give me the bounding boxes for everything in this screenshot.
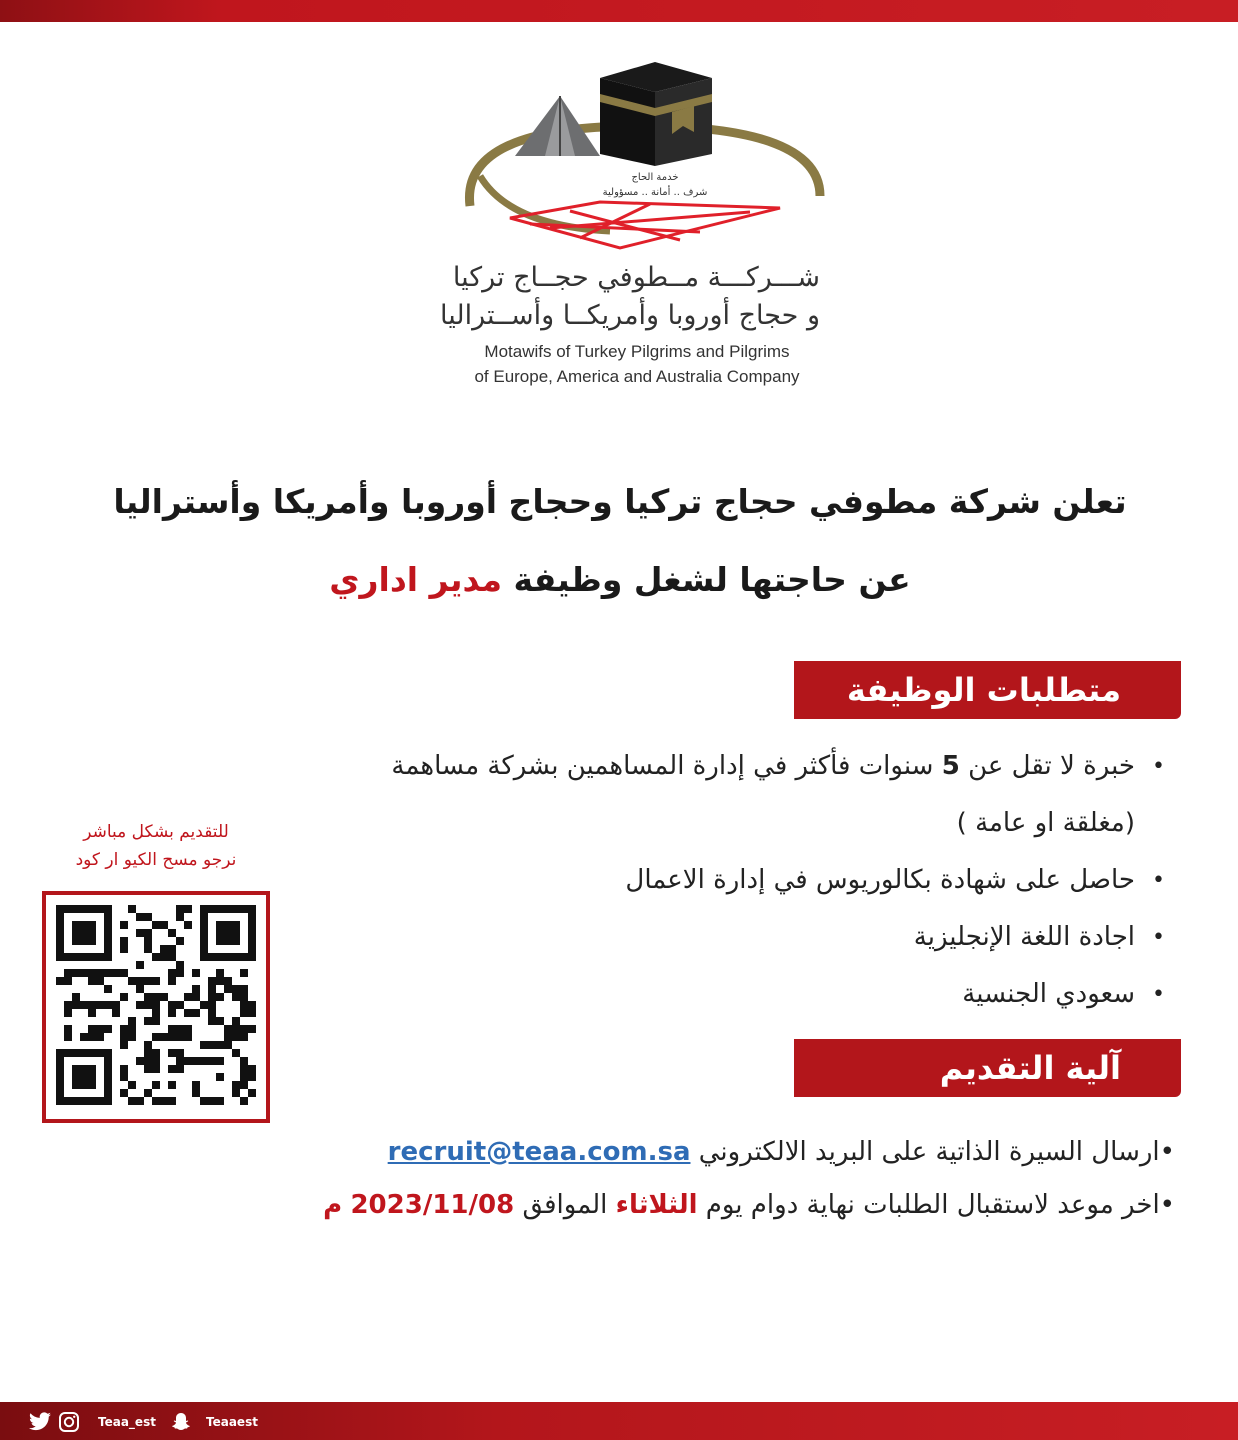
footer-bar: [0, 1402, 1238, 1440]
bullet-icon: •: [1152, 754, 1165, 779]
twitter-instagram-handle: Teaa_est: [98, 1415, 156, 1429]
req-text-after: سنوات فأكثر في إدارة المساهمين بشركة مساهمة: [391, 751, 934, 781]
snapchat-handle: Teaaest: [206, 1415, 258, 1429]
company-name-ar-line1: شـــركـــة مــطوفي حجــاج تركيا: [452, 262, 820, 293]
qr-caption-line1: للتقديم بشكل مباشر: [83, 822, 229, 842]
req-text: سعودي الجنسية: [962, 979, 1135, 1009]
qr-code[interactable]: [42, 891, 270, 1123]
deadline-date-suffix: م: [323, 1190, 343, 1220]
company-name-en-line1: Motawifs of Turkey Pilgrims and Pilgrims: [484, 342, 790, 361]
top-brand-bar: [0, 0, 1238, 22]
footer-snapchat[interactable]: [170, 1411, 258, 1433]
qr-caption-line2: نرجو مسح الكيو ار كود: [75, 850, 237, 870]
subheadline-prefix: عن حاجتها لشغل وظيفة: [513, 560, 911, 599]
instagram-icon[interactable]: [58, 1411, 80, 1433]
bullet-icon: •: [1152, 868, 1165, 893]
deadline-mid: الموافق: [522, 1190, 608, 1220]
apply-email-line: [140, 1137, 1175, 1167]
deadline-day: الثلاثاء: [615, 1190, 698, 1220]
req-text: حاصل على شهادة بكالوريوس في إدارة الاعمال: [625, 865, 1135, 895]
kaaba-icon: [600, 62, 712, 166]
twitter-icon[interactable]: [28, 1412, 52, 1432]
requirements-banner: متطلبات الوظيفة: [794, 661, 1181, 719]
list-item: [200, 738, 1165, 795]
req-text: اجادة اللغة الإنجليزية: [913, 922, 1135, 952]
company-name-en-line2: of Europe, America and Australia Company: [474, 367, 800, 386]
list-item: [200, 852, 1165, 909]
company-logo: [450, 56, 830, 256]
announcement-subheadline: [80, 560, 1160, 599]
application-banner: آلية التقديم: [794, 1039, 1181, 1097]
qr-code-icon[interactable]: [46, 895, 266, 1119]
list-item: [200, 909, 1165, 966]
job-title: مدير اداري: [329, 560, 502, 599]
logo-tagline-bottom: شرف .. أمانة .. مسؤولية: [602, 187, 708, 198]
apply-deadline-line: [140, 1190, 1175, 1220]
req-text: (مغلقة او عامة ): [956, 808, 1135, 838]
bullet-icon: •: [1152, 982, 1165, 1007]
deadline-text: •اخر موعد لاستقبال الطلبات نهاية دوام يوم: [705, 1190, 1175, 1220]
footer-twitter-instagram[interactable]: [28, 1411, 156, 1433]
list-item: [200, 795, 1135, 852]
list-item: [200, 966, 1165, 1023]
deadline-date: 2023/11/08: [350, 1190, 515, 1220]
apply-email-text: •ارسال السيرة الذاتية على البريد الالكتروني: [698, 1137, 1175, 1167]
req-text-before: خبرة لا تقل عن: [968, 751, 1135, 781]
logo-tagline-top: خدمة الحاج: [631, 172, 679, 183]
snapchat-icon[interactable]: [170, 1411, 192, 1433]
bullet-icon: •: [1152, 925, 1165, 950]
logo-red-grid-icon: [510, 202, 780, 248]
company-name-ar-line2: و حجاج أوروبا وأمريكــا وأســتراليا: [439, 300, 820, 331]
email-link[interactable]: recruit@teaa.com.sa: [387, 1137, 691, 1167]
announcement-headline: تعلن شركة مطوفي حجاج تركيا وحجاج أوروبا وأمريكا وأستراليا: [113, 482, 1127, 521]
requirements-list: [200, 738, 1165, 1023]
req-years-number: 5: [941, 751, 960, 781]
